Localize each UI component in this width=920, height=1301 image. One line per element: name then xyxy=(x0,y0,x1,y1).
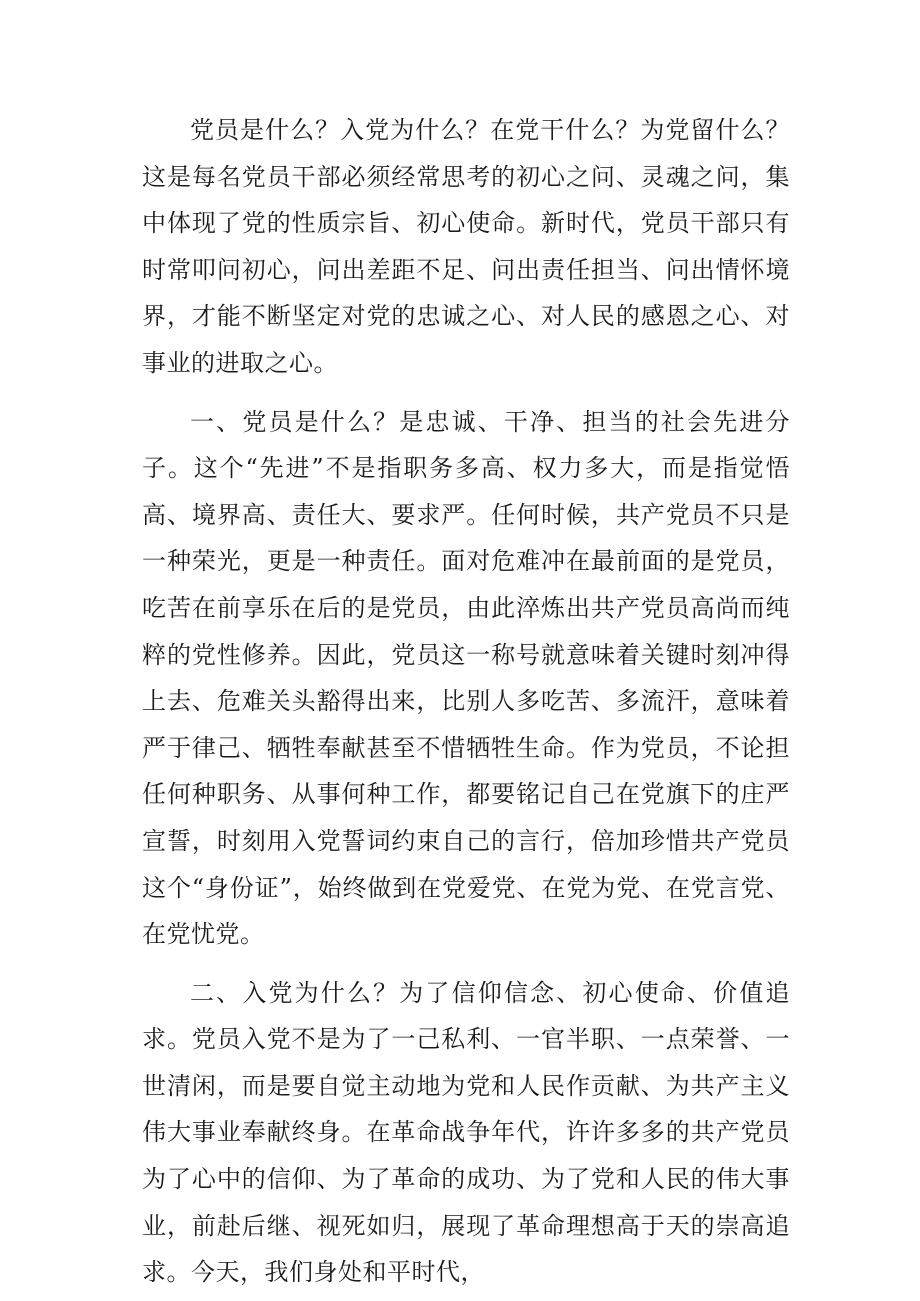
paragraph-section-two: 二、入党为什么？为了信仰信念、初心使命、价值追求。党员入党不是为了一己私利、一官半职、一点荣誉、一世清闲，而是要自觉主动地为党和人民作贡献、为共产主义伟大事业奉献终身。在革命战争年代，许许多多的共产党员为了心中的信仰、为了革命的成功、为了党和人民的伟大事业，前赴后继、视死如归，展现了革命理想高于天的崇高追求。今天，我们身处和平时代， xyxy=(142,978,790,1287)
paragraph-intro: 党员是什么？入党为什么？在党干什么？为党留什么？这是每名党员干部必须经常思考的初心之问、灵魂之问，集中体现了党的性质宗旨、初心使命。新时代，党员干部只有时常叩问初心，问出差距不足、问出责任担当、问出情怀境界，才能不断坚定对党的忠诚之心、对人民的感恩之心、对事业的进取之心。 xyxy=(142,116,790,377)
paragraph-section-one: 一、党员是什么？是忠诚、干净、担当的社会先进分子。这个“先进”不是指职务多高、权力多大，而是指觉悟高、境界高、责任大、要求严。任何时候，共产党员不只是一种荣光，更是一种责任。面对危难冲在最前面的是党员，吃苦在前享乐在后的是党员，由此淬炼出共产党员高尚而纯粹的党性修养。因此，党员这一称号就意味着关键时刻冲得上去、危难关头豁得出来，比别人多吃苦、多流汗，意味着严于律己、牺牲奉献甚至不惜牺牲生命。作为党员，不论担任何种职务、从事何种工作，都要铭记自己在党旗下的庄严宣誓，时刻用入党誓词约束自己的言行，倍加珍惜共产党员这个“身份证”，始终做到在党爱党、在党为党、在党言党、在党忧党。 xyxy=(142,407,790,949)
document-body xyxy=(142,107,790,1296)
